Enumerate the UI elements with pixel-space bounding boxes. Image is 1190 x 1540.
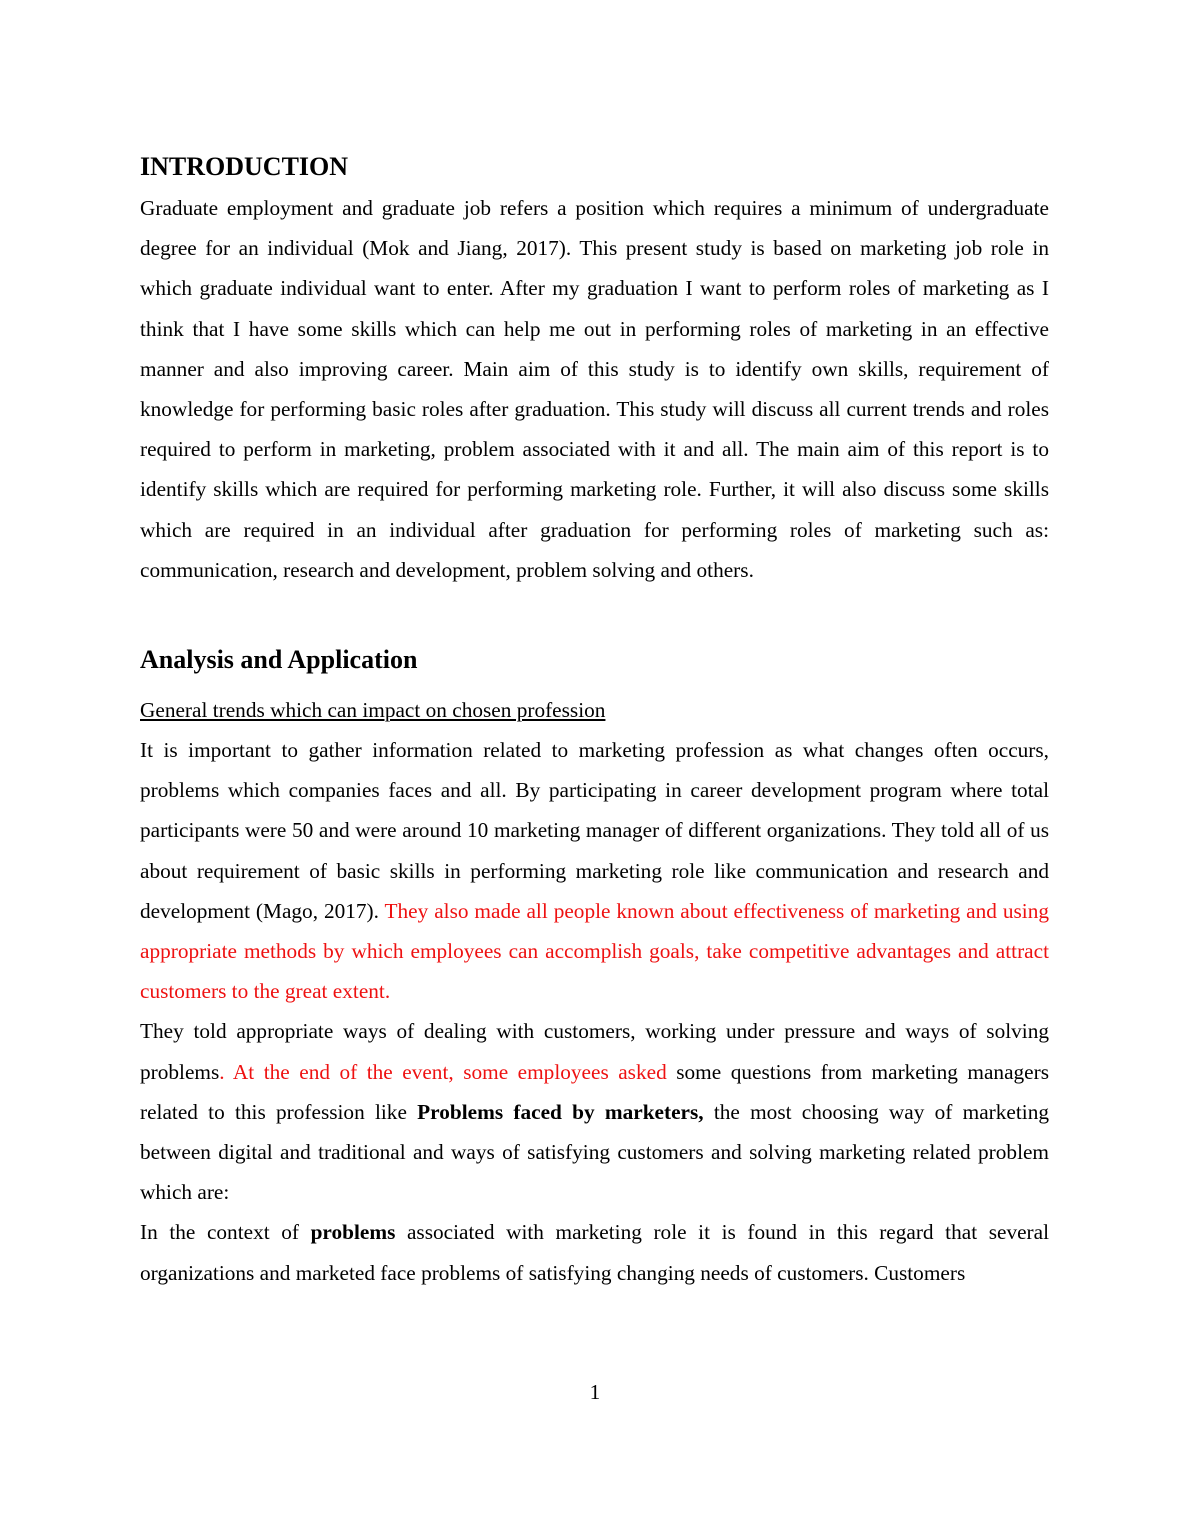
- paragraph-2-text-b: some questions from marketing managers related to this profession like: [140, 1059, 1049, 1124]
- introduction-paragraph: Graduate employment and graduate job refers a position which requires a minimum of undergraduate degree for an individual (Mok and Jiang, 2017). This present study is based on marketing job role in which graduate individual want to enter. After my graduation I want to perform roles of marketing as I think that I have some skills which can help me out in performing roles of marketing in an effective manner and also improving career. Main aim of this study is to identify own skills, requirement of knowledge for performing basic roles after graduation. This study will discuss all current trends and roles required to perform in marketing, problem associated with it and all. The main aim of this report is to identify skills which are required for performing marketing role. Further, it will also discuss some skills which are required in an individual after graduation for performing roles of marketing such as: communication, research and development, problem solving and others.: [140, 196, 1049, 582]
- analysis-heading: Analysis and Application: [140, 645, 418, 675]
- analysis-paragraph-2: [140, 1011, 1049, 1212]
- paragraph-3-text-a: In the context of: [140, 1220, 311, 1245]
- analysis-paragraph-1: [140, 730, 1049, 1011]
- paragraph-1-text: It is important to gather information related to marketing profession as what changes often occurs, problems which companies faces and all. By participating in career development program where total participants were 50 and were around 10 marketing manager of different organizations. They told all of us about requirement of basic skills in performing marketing role like communication and research and development (Mago, 2017).: [140, 738, 1049, 923]
- trends-subheading: General trends which can impact on chosen profession: [140, 698, 606, 723]
- paragraph-2-text-a: They told appropriate ways of dealing with customers, working under pressure and ways of solving problems: [140, 1019, 1049, 1084]
- introduction-heading: INTRODUCTION: [140, 152, 349, 181]
- document-page: [140, 146, 1049, 1293]
- analysis-paragraph-3: [140, 1212, 1049, 1292]
- page-number: 1: [589, 1380, 601, 1404]
- paragraph-2-text-c: the most choosing way of marketing between digital and traditional and ways of satisfying customers and solving marketing related problem which are:: [140, 1099, 1049, 1205]
- paragraph-1-red-text: They also made all people known about effectiveness of marketing and using appropriate methods by which employees can accomplish goals, take competitive advantages and attract customers to the great extent.: [140, 898, 1050, 1004]
- paragraph-2-bold-text: Problems faced by marketers,: [417, 1099, 704, 1124]
- paragraph-3-bold-text: problems: [310, 1220, 396, 1245]
- paragraph-3-text-b: associated with marketing role it is found in this regard that several organizations and marketed face problems of satisfying changing needs of customers. Customers: [140, 1220, 1050, 1285]
- paragraph-2-red-text: . At the end of the event, some employees asked: [219, 1059, 667, 1084]
